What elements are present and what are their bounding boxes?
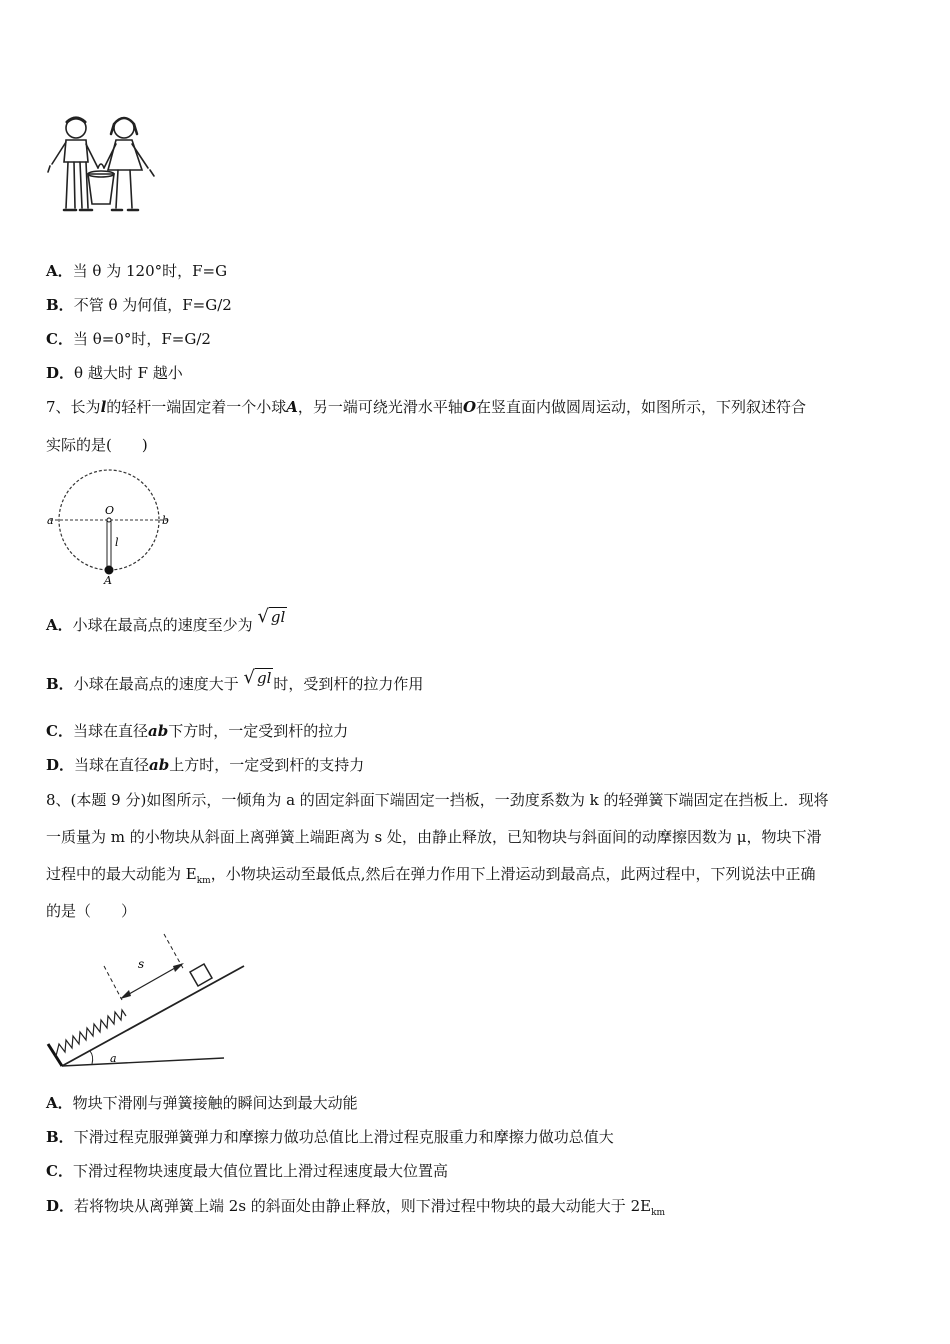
q6-option-b[interactable] <box>46 295 232 315</box>
q6-option-c[interactable] <box>46 329 211 349</box>
stem-text: 长为 <box>70 398 101 416</box>
stem-text: 的轻杆一端固定着一个小球 <box>106 398 287 416</box>
rod-circle-figure <box>44 466 174 588</box>
label-a: a <box>47 514 54 527</box>
option-text: 当球在直径 <box>74 756 150 774</box>
option-letter: D． <box>46 1197 75 1215</box>
subscript-km: km <box>196 876 211 886</box>
option-text: 下滑过程物块速度最大值位置比上滑过程速度最大位置高 <box>72 1162 448 1180</box>
var-o: O <box>462 398 477 416</box>
stem-text: ，小物块运动至最低点,然后在弹力作用下上滑运动到最高点，此两过程中，下列说法中正确 <box>210 865 816 883</box>
q8-option-a[interactable] <box>46 1093 358 1113</box>
option-text: 当 θ 为 120°时，F=G <box>72 262 228 280</box>
option-text: 物块下滑刚与弹簧接触的瞬间达到最大动能 <box>72 1094 358 1112</box>
option-letter: A． <box>46 616 73 634</box>
option-text: θ 越大时 F 越小 <box>74 364 183 382</box>
question-number: 7、 <box>46 398 71 416</box>
label-b: b <box>162 514 170 527</box>
option-letter: B． <box>46 1128 74 1146</box>
q7-option-d[interactable] <box>46 755 364 775</box>
q8-stem-line2: 一质量为 m 的小物块从斜面上离弹簧上端距离为 s 处，由静止释放，已知物块与斜面间的动摩擦因数为 μ，物块下滑 <box>46 828 822 846</box>
q6-option-d[interactable] <box>46 363 183 383</box>
q7-stem <box>46 397 806 417</box>
sqrt-arg: gl <box>256 669 272 687</box>
q8-option-d[interactable] <box>46 1196 665 1223</box>
var-a: A <box>286 398 298 416</box>
var-ab: ab <box>147 722 169 740</box>
stem-text: ，另一端可绕光滑水平轴 <box>297 398 463 416</box>
option-letter: C． <box>46 722 73 740</box>
option-text: 当 θ=0°时，F=G/2 <box>72 330 211 348</box>
q8-option-c[interactable] <box>46 1161 448 1181</box>
label-o: O <box>105 504 115 517</box>
option-letter: C． <box>46 1162 73 1180</box>
q8-stem-line1 <box>46 790 828 810</box>
option-text: 当球在直径 <box>72 722 148 740</box>
option-text: 若将物块从离弹簧上端 2s 的斜面处由静止释放，则下滑过程中物块的最大动能大于 2E <box>74 1197 652 1215</box>
var-ab: ab <box>149 756 170 774</box>
label-ball-a: A <box>104 574 112 587</box>
question-number: 8、 <box>46 791 71 809</box>
option-text: 小球在最高点的速度大于 <box>73 675 239 693</box>
option-text: 小球在最高点的速度至少为 <box>72 616 253 634</box>
q7-option-c[interactable] <box>46 721 348 741</box>
option-letter: C． <box>46 330 73 348</box>
stem-text: 在竖直面内做圆周运动，如图所示，下列叙述符合 <box>476 398 807 416</box>
q8-option-b[interactable] <box>46 1127 614 1147</box>
sqrt-gl: √ gl <box>243 667 272 688</box>
q8-stem-line4: 的是（ ） <box>46 902 137 920</box>
incline-spring-figure <box>44 930 246 1068</box>
option-letter: A． <box>46 1094 73 1112</box>
sqrt-gl: √ gl <box>257 606 286 627</box>
q7-option-b[interactable] <box>46 667 424 696</box>
children-carrying-bucket-figure <box>44 112 158 218</box>
option-letter: A． <box>46 262 73 280</box>
q6-option-a[interactable] <box>46 261 227 281</box>
option-letter: D． <box>46 756 75 774</box>
option-text: 上方时，一定受到杆的支持力 <box>169 756 365 774</box>
label-s: s <box>138 957 145 971</box>
option-text: 下滑过程克服弹簧弹力和摩擦力做功总值比上滑过程克服重力和摩擦力做功总值大 <box>73 1128 614 1146</box>
option-text: 下方时，一定受到杆的拉力 <box>168 722 349 740</box>
option-text: 不管 θ 为何值，F=G/2 <box>73 296 232 314</box>
var-l: l <box>100 398 107 416</box>
q8-stem-line3 <box>46 864 816 891</box>
sqrt-arg: gl <box>270 608 286 626</box>
option-letter: B． <box>46 296 74 314</box>
option-text: 时，受到杆的拉力作用 <box>273 675 424 693</box>
option-letter: D． <box>46 364 75 382</box>
q7-option-a[interactable] <box>46 606 287 637</box>
label-l: l <box>115 536 119 549</box>
label-alpha: a <box>110 1052 117 1065</box>
stem-text: (本题 9 分)如图所示，一倾角为 a 的固定斜面下端固定一挡板，一劲度系数为 k 的轻弹簧下端固定在挡板上．现将 <box>70 791 829 809</box>
q7-stem-line2: 实际的是( ) <box>46 436 148 454</box>
subscript-km: km <box>651 1208 666 1218</box>
option-letter: B． <box>46 675 74 693</box>
stem-text: 过程中的最大动能为 E <box>46 865 197 883</box>
